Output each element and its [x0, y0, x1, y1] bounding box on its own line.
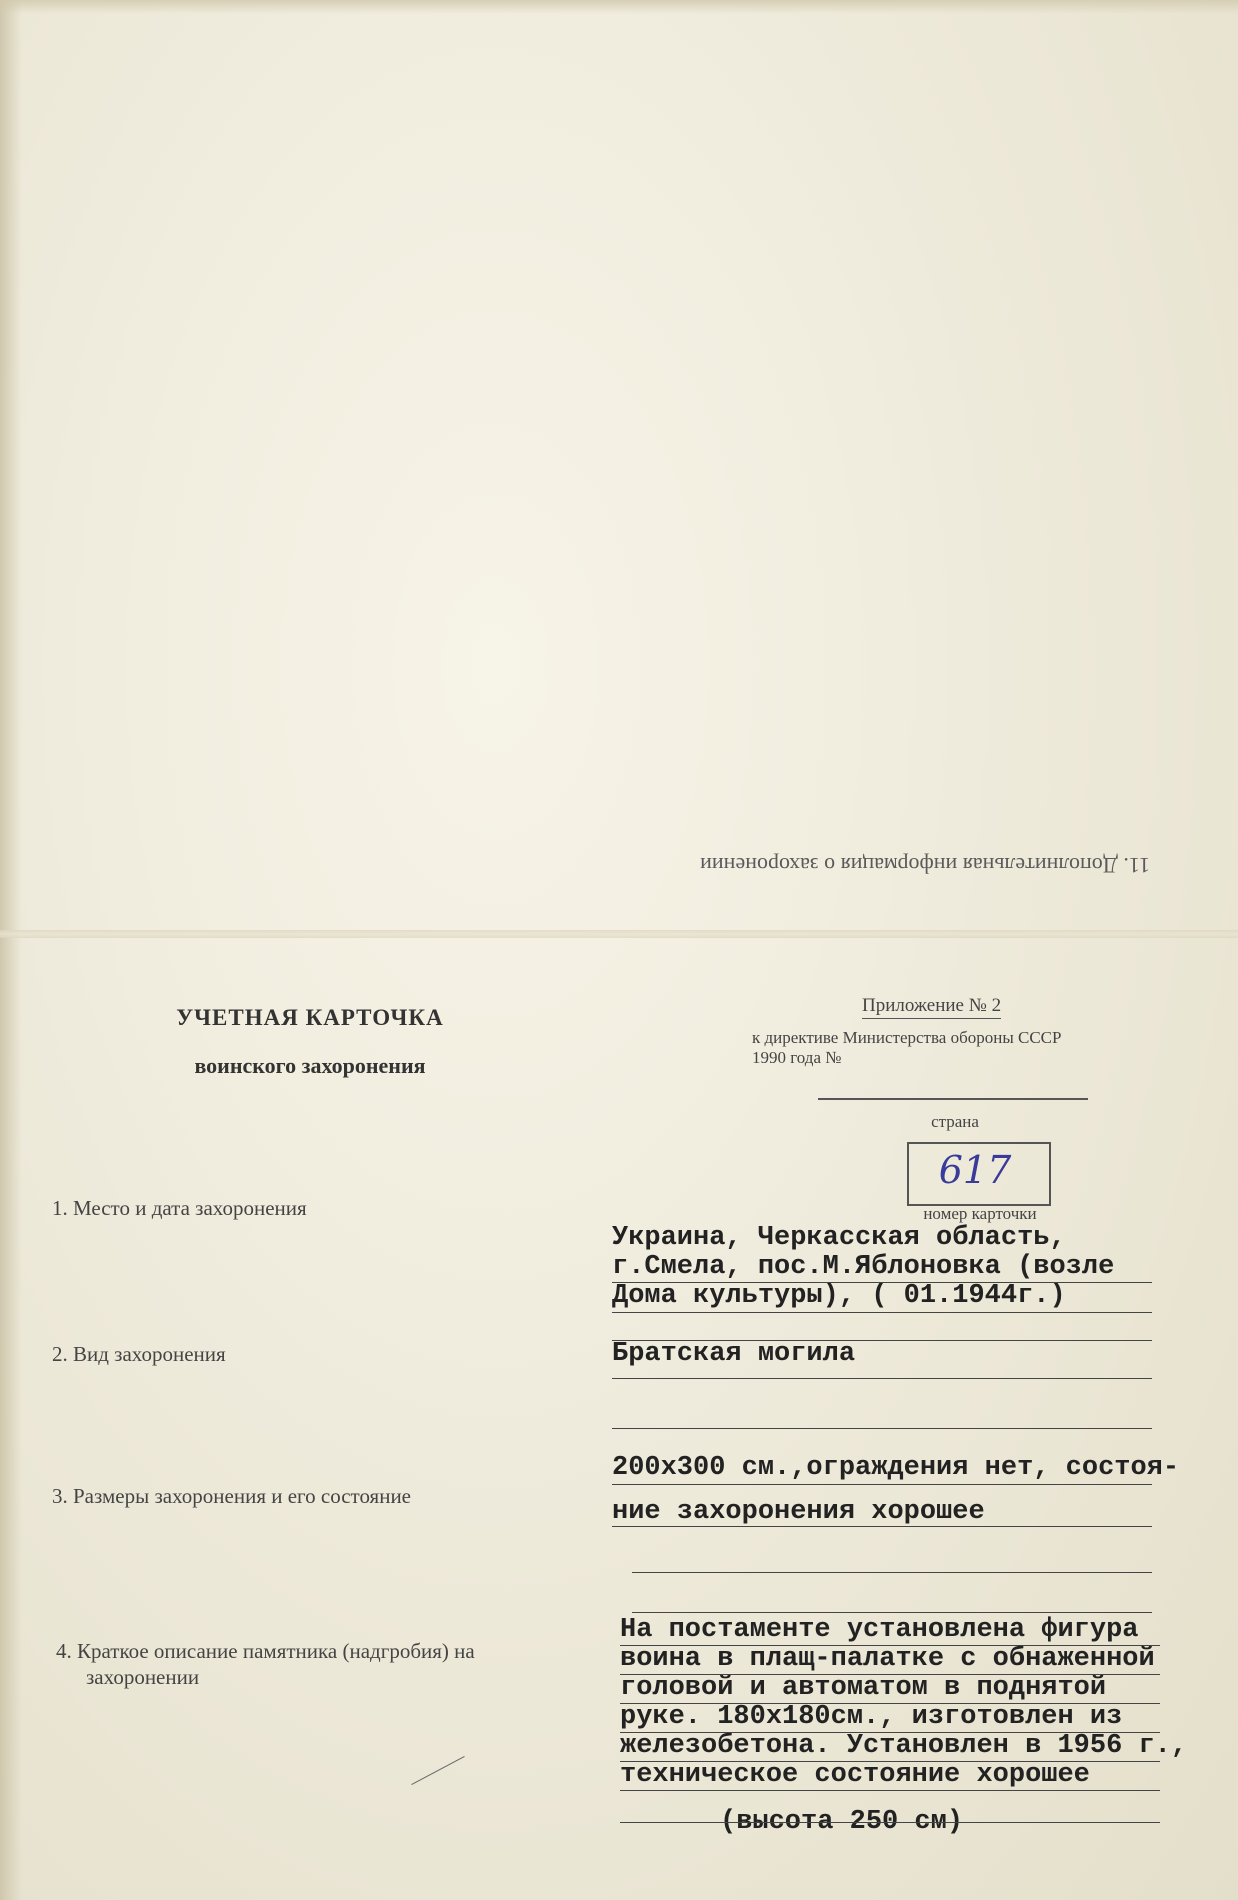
field-4-line-4: руке. 180x180см., изготовлен из [620, 1702, 1123, 1732]
field-2-label: 2. Вид захоронения [52, 1342, 226, 1366]
field-4-line-3: головой и автоматом в поднятой [620, 1673, 1107, 1703]
field-4-rule-3 [620, 1703, 1160, 1704]
field-3-rule-2 [612, 1526, 1152, 1527]
field-4-rule-4 [620, 1732, 1160, 1733]
field-3-rule-3 [632, 1572, 1152, 1573]
field-3-line-2: ние захоронения хорошее [612, 1497, 985, 1527]
field-4-label [56, 1638, 475, 1690]
field-4-line-1: На постаменте установлена фигура [620, 1615, 1139, 1645]
paper-fold [0, 930, 1238, 938]
field-3-rule-4 [632, 1612, 1152, 1613]
card-title: УЧЕТНАЯ КАРТОЧКА [176, 1005, 444, 1030]
field-4-rule-1 [620, 1645, 1160, 1646]
field-4-line-6: техническое состояние хорошее [620, 1760, 1090, 1790]
directive-reference [752, 1028, 1061, 1068]
field-2-rule-1 [612, 1378, 1152, 1379]
paper-edge-left [0, 0, 22, 1900]
field-4-line-2: воина в плащ-палатке с обнаженной [620, 1644, 1155, 1674]
field-4-line-7: (высота 250 см) [720, 1807, 964, 1837]
country-line [818, 1098, 1088, 1100]
field-1-line-2: г.Смела, пос.М.Яблоновка (возле [612, 1252, 1115, 1282]
field-2-line-1: Братская могила [612, 1339, 856, 1369]
field-4-rule-7 [620, 1822, 1160, 1823]
appendix-label: Приложение № 2 [862, 995, 1001, 1019]
directive-line-2: 1990 года № [752, 1048, 842, 1067]
field-1-rule-2 [612, 1312, 1152, 1313]
paper-edge-top [0, 0, 1238, 14]
field-1-rule-1 [612, 1282, 1152, 1283]
field-2-rule-2 [612, 1428, 1152, 1429]
field-1-label: 1. Место и дата захоронения [52, 1196, 307, 1220]
field-3-rule-1 [612, 1484, 1152, 1485]
field-3-line-1: 200x300 см.,ограждения нет, состоя- [612, 1453, 1180, 1483]
field-4-rule-5 [620, 1761, 1160, 1762]
field-1-line-3: Дома культуры), ( 01.1944г.) [612, 1281, 1066, 1311]
field-4-label-line-1: 4. Краткое описание памятника (надгробия) на [56, 1639, 475, 1663]
card-number: 617 [938, 1148, 1012, 1192]
card-number-label: номер карточки [923, 1204, 1037, 1223]
directive-line-1: к директиве Министерства обороны СССР [752, 1028, 1062, 1047]
field-4-rule-6 [620, 1790, 1160, 1791]
field-1-line-1: Украина, Черкасская область, [612, 1223, 1066, 1253]
field-4-line-5: железобетона. Установлен в 1956 г., [620, 1731, 1188, 1761]
field-3-label: 3. Размеры захоронения и его состояние [52, 1484, 411, 1508]
country-label: страна [931, 1112, 979, 1131]
mirrored-section-heading: 11. Дополнительная информация о захоронении [700, 853, 1150, 878]
card-subtitle: воинского захоронения [194, 1053, 426, 1078]
field-4-rule-2 [620, 1674, 1160, 1675]
field-4-label-line-2: захоронении [86, 1665, 200, 1689]
